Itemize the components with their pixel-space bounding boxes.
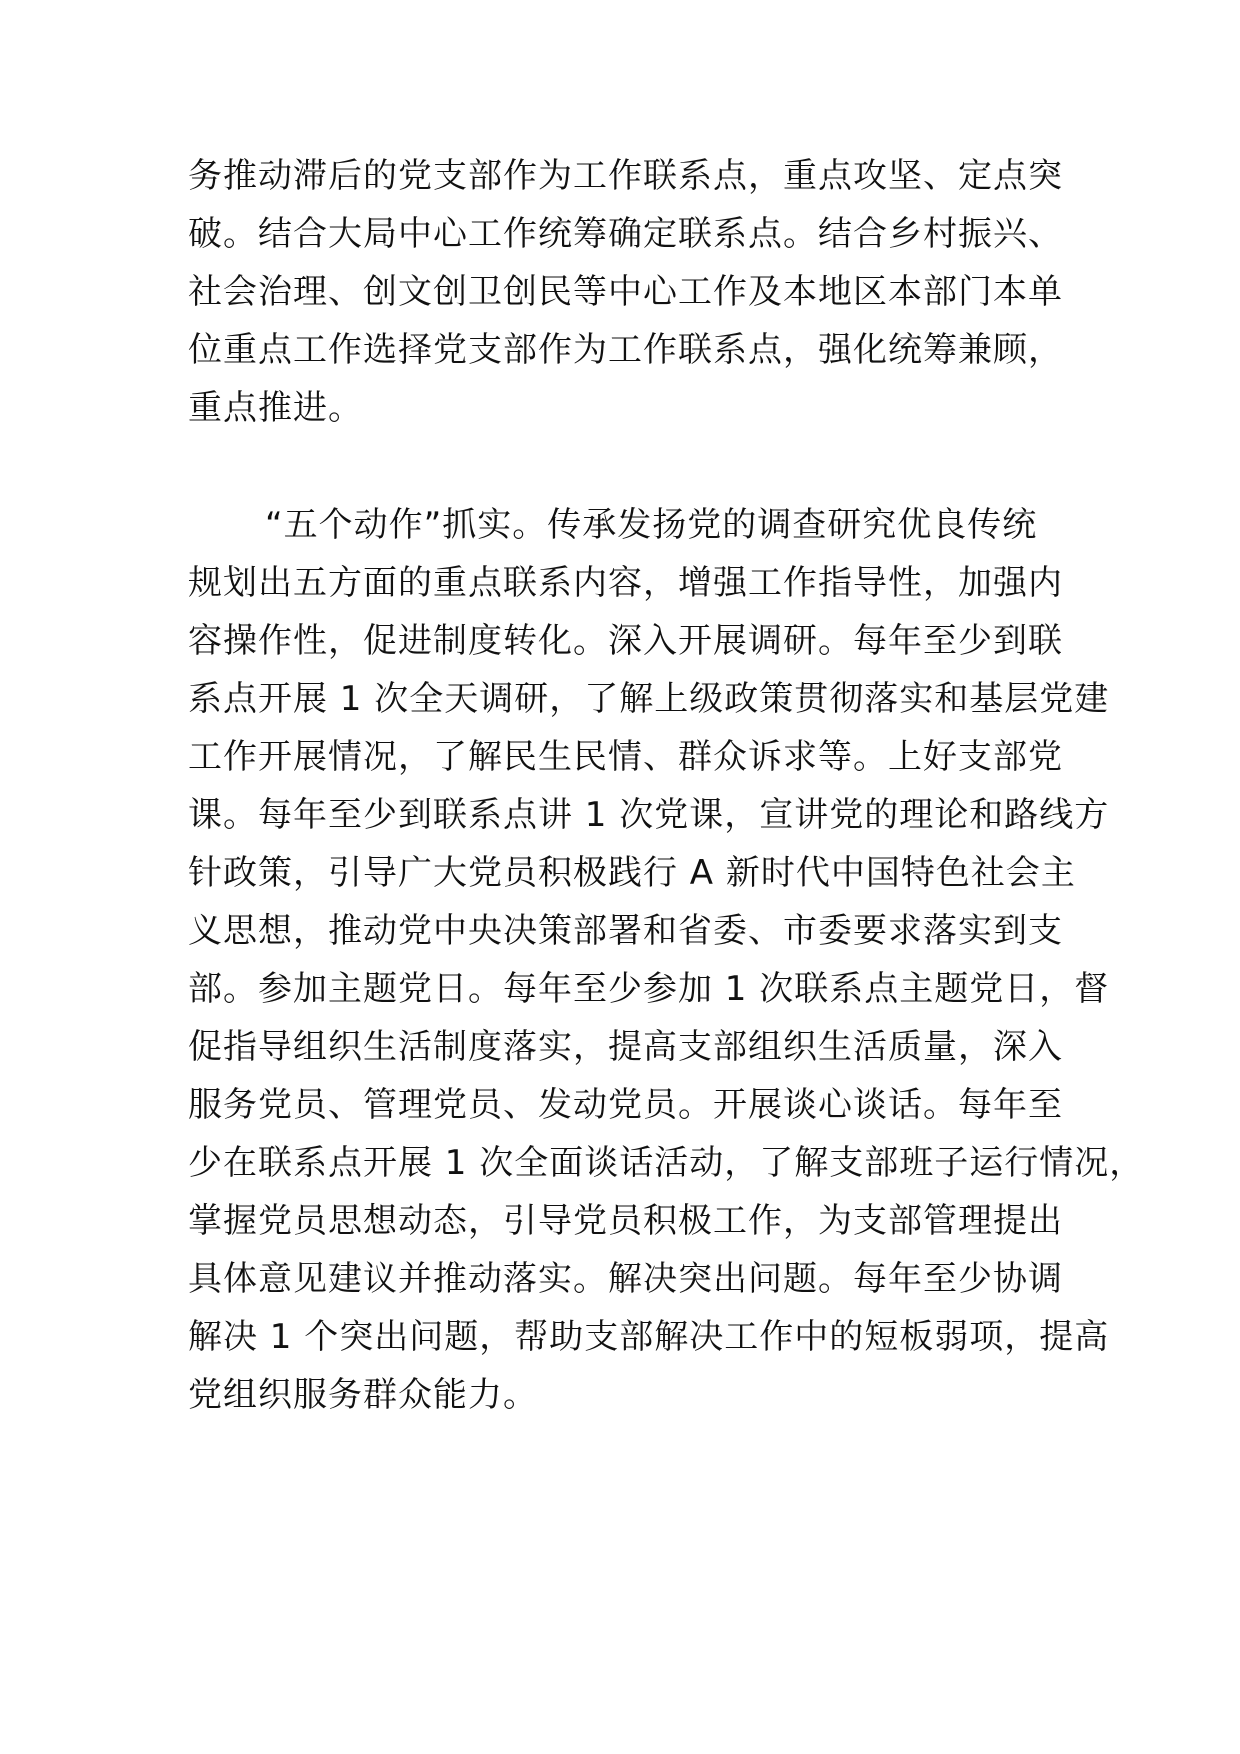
paragraph-1-line: 社会治理、创文创卫创民等中心工作及本地区本部门本单: [188, 272, 1063, 312]
paragraph-2-line: 具体意见建议并推动落实。解决突出问题。每年至少协调: [188, 1259, 1063, 1299]
paragraph-2-line: 课。每年至少到联系点讲 1 次党课，宣讲党的理论和路线方: [188, 795, 1110, 835]
paragraph-2-line: 容操作性，促进制度转化。深入开展调研。每年至少到联: [188, 621, 1063, 661]
paragraph-2-line: 部。参加主题党日。每年至少参加 1 次联系点主题党日，督: [188, 969, 1110, 1009]
paragraph-2-line: 党组织服务群众能力。: [188, 1375, 538, 1415]
paragraph-2-line: 少在联系点开展 1 次全面谈话活动，了解支部班子运行情况，: [188, 1143, 1145, 1183]
paragraph-2-line: 系点开展 1 次全天调研，了解上级政策贯彻落实和基层党建: [188, 679, 1110, 719]
paragraph-1-line: 务推动滞后的党支部作为工作联系点，重点攻坚、定点突: [188, 156, 1063, 196]
paragraph-1-line: 重点推进。: [188, 388, 363, 428]
paragraph-2-line: “五个动作”抓实。传承发扬党的调查研究优良传统: [265, 505, 1038, 545]
paragraph-1-line: 破。结合大局中心工作统筹确定联系点。结合乡村振兴、: [188, 214, 1063, 254]
paragraph-2-line: 促指导组织生活制度落实，提高支部组织生活质量，深入: [188, 1027, 1063, 1067]
paragraph-2-line: 服务党员、管理党员、发动党员。开展谈心谈话。每年至: [188, 1085, 1063, 1125]
paragraph-2-line: 工作开展情况，了解民生民情、群众诉求等。上好支部党: [188, 737, 1063, 777]
paragraph-1-line: 位重点工作选择党支部作为工作联系点，强化统筹兼顾，: [188, 330, 1063, 370]
paragraph-2-line: 规划出五方面的重点联系内容，增强工作指导性，加强内: [188, 563, 1063, 603]
paragraph-2-line: 义思想，推动党中央决策部署和省委、市委要求落实到支: [188, 911, 1063, 951]
paragraph-2-line: 针政策，引导广大党员积极践行 A 新时代中国特色社会主: [188, 853, 1076, 893]
paragraph-2-line: 掌握党员思想动态，引导党员积极工作，为支部管理提出: [188, 1201, 1063, 1241]
paragraph-2-line: 解决 1 个突出问题，帮助支部解决工作中的短板弱项，提高: [188, 1317, 1110, 1357]
